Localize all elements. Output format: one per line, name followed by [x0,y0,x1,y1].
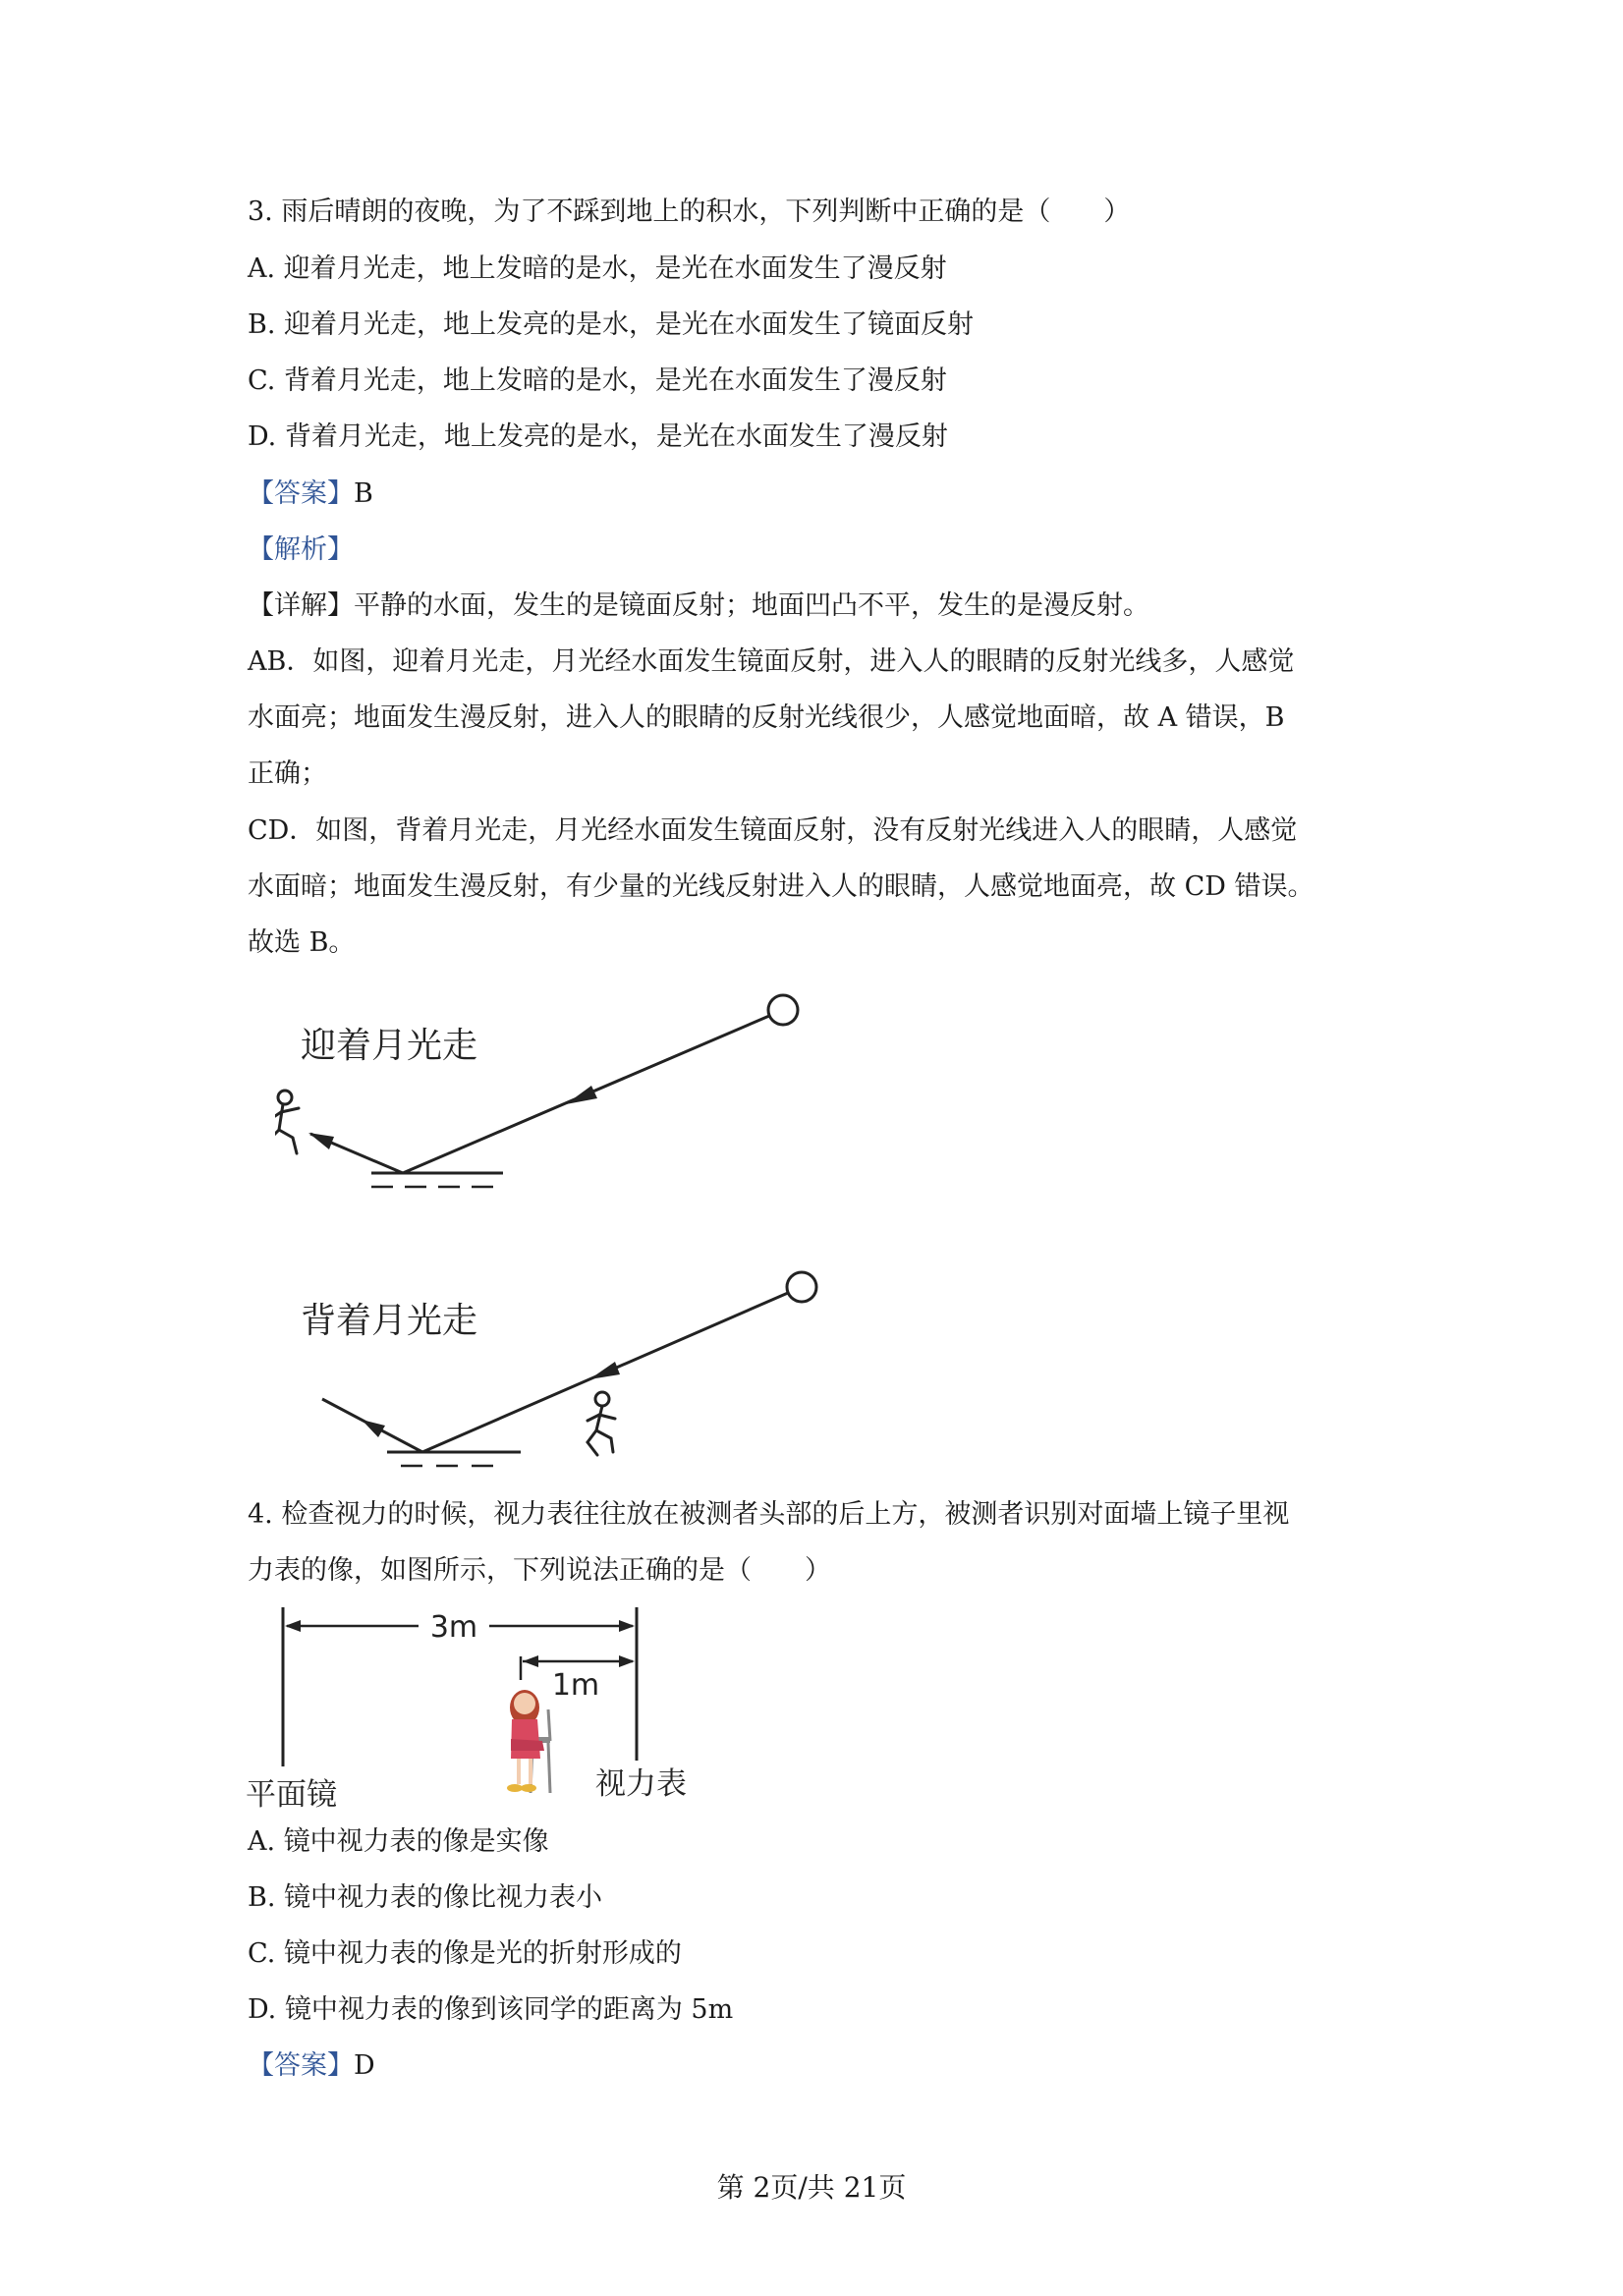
figure-back-to-moonlight [275,1258,825,1484]
ray-arrow [589,1362,620,1379]
q4-stem-line-1: 4. 检查视力的时候，视力表往往放在被测者头部的后上方，被测者识别对面墙上镜子里视 [248,1499,1290,1530]
answer-value: B [354,478,373,509]
ray-arrow [566,1086,597,1104]
analysis-tag: 【解析】 [248,534,354,565]
answer-value: D [354,2050,375,2081]
q3-detail-line-1 [248,588,1149,624]
detail-text: 平静的水面，发生的是镜面反射；地面凹凸不平，发生的是漫反射。 [354,590,1149,621]
q3-detail-line-3: 水面亮；地面发生漫反射，进入人的眼睛的反射光线很少，人感觉地面暗，故 A 错误，B [248,702,1285,733]
figure-eye-test [236,1601,727,1818]
seated-girl-icon [507,1690,550,1793]
walking-person-icon [588,1392,615,1455]
moon-icon [768,995,798,1025]
q4-option-a: A. 镜中视力表的像是实像 [248,1826,549,1857]
page-footer: 第 2页/共 21页 [716,2171,907,2204]
moon-icon [787,1272,816,1302]
q3-option-a: A. 迎着月光走，地上发暗的是水，是光在水面发生了漫反射 [248,253,947,284]
q4-option-c: C. 镜中视力表的像是光的折射形成的 [248,1938,682,1969]
detail-tag: 【详解】 [248,590,354,621]
arrowhead-right [619,1655,635,1667]
q3-analysis-heading [248,532,354,568]
answer-tag: 【答案】 [248,478,354,509]
dist-1m-label: 1m [551,1668,600,1703]
q3-detail-line-2: AB．如图，迎着月光走，月光经水面发生镜面反射，进入人的眼睛的反射光线多，人感觉 [248,646,1295,677]
answer-tag: 【答案】 [248,2050,354,2081]
arrowhead-left [523,1655,538,1667]
q3-detail-line-5: CD．如图，背着月光走，月光经水面发生镜面反射，没有反射光线进入人的眼睛，人感觉 [248,815,1298,846]
figure-facing-moonlight [275,982,825,1208]
arrowhead-left [285,1620,301,1632]
q3-detail-line-6: 水面暗；地面发生漫反射，有少量的光线反射进入人的眼睛，人感觉地面亮，故 CD 错误。 [248,871,1315,902]
figure1-label: 迎着月光走 [301,1026,478,1066]
q4-option-d: D. 镜中视力表的像到该同学的距离为 5m [248,1994,734,2025]
reflected-arrow [362,1420,385,1437]
q4-answer [248,2048,375,2084]
q4-option-b: B. 镜中视力表的像比视力表小 [248,1882,603,1913]
q4-stem-line-2: 力表的像，如图所示，下列说法正确的是（ ） [248,1555,831,1586]
q3-option-b: B. 迎着月光走，地上发亮的是水，是光在水面发生了镜面反射 [248,309,975,340]
chart-label: 视力表 [595,1766,687,1802]
q3-answer [248,476,373,512]
dist-3m-label: 3m [429,1610,478,1645]
q3-option-d: D. 背着月光走，地上发亮的是水，是光在水面发生了漫反射 [248,421,948,452]
walking-person-icon [275,1091,299,1153]
q3-stem: 3. 雨后晴朗的夜晚，为了不踩到地上的积水，下列判断中正确的是（ ） [248,196,1131,227]
q3-detail-line-7: 故选 B。 [248,927,356,958]
mirror-label: 平面镜 [246,1777,337,1813]
q3-option-c: C. 背着月光走，地上发暗的是水，是光在水面发生了漫反射 [248,365,947,396]
q3-detail-line-4: 正确； [248,758,327,789]
reflected-arrow [308,1133,334,1149]
arrowhead-right [619,1620,635,1632]
figure2-label: 背着月光走 [301,1301,478,1341]
